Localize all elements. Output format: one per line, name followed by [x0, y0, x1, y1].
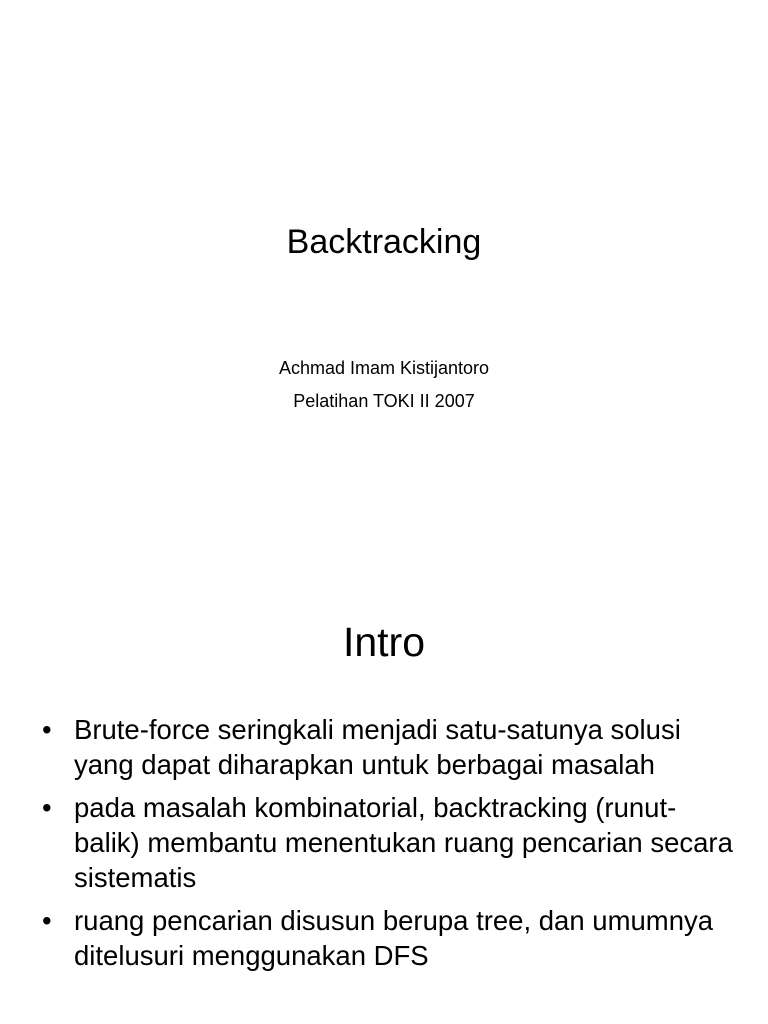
bullet-list: [40, 712, 740, 981]
bullet-text: ruang pencarian disusun berupa tree, dan umumnya ditelusuri menggunakan DFS: [74, 905, 714, 971]
bullet-item: [40, 903, 740, 973]
slide-title: Backtracking: [286, 223, 482, 261]
event-name: Pelatihan TOKI II 2007: [293, 391, 475, 411]
bullet-item: [40, 790, 740, 895]
bullet-marker: •: [42, 714, 52, 745]
bullet-text: Brute-force seringkali menjadi satu-satunya solusi yang dapat diharapkan untuk berbagai masalah: [74, 714, 681, 780]
author-name: Achmad Imam Kistijantoro: [278, 358, 490, 378]
bullet-text: pada masalah kombinatorial, backtracking (runut-balik) membantu menentukan ruang pencarian secara sistematis: [74, 792, 733, 893]
intro-slide: [0, 512, 768, 1024]
bullet-marker: •: [42, 905, 52, 936]
intro-title: Intro: [342, 619, 426, 665]
bullet-item: [40, 712, 740, 782]
bullet-marker: •: [42, 792, 52, 823]
